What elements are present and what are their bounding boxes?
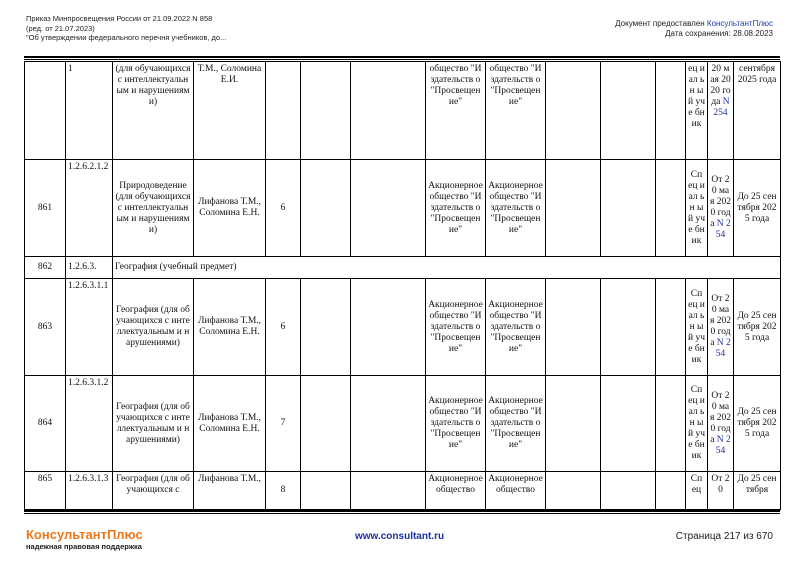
cell-authors: Лифанова Т.М., Соломина Е.Н. [194,279,266,376]
order-date: От 20 мая 2020 года [710,294,731,348]
cell-pub1: Акционерное общество "Издательств о "Просвещен ие" [426,376,486,472]
page-number: Страница 217 из 670 [675,531,773,542]
cell-until: До 25 сентября [734,472,781,510]
order-link[interactable]: N 254 [713,97,730,118]
cell-name: География (для обучающихся с интеллектуальным и нарушениями) [113,376,194,472]
cell-empty [601,160,656,257]
cell-type: Сп ец иал ьн ый уче бн ик [686,279,708,376]
cell-empty [601,472,656,510]
header-rule [24,56,780,60]
cell-empty [351,376,426,472]
cell-order [708,62,734,160]
cell-pub2: Акционерное общество "Издательств о "Просвещен ие" [486,160,546,257]
cell-order [708,472,734,510]
cell-authors: Лифанова Т.М., [194,472,266,510]
cell-authors: Лифанова Т.М., Соломина Е.Н. [194,160,266,257]
cell-code: 1.2.6.3. [66,257,113,279]
cell-pub2: общество "Издательств о "Просвещен ие" [486,62,546,160]
table-row [25,279,781,376]
cell-code: 1.2.6.3.1.1 [66,279,113,376]
cell-empty [546,279,601,376]
cell-grade: 6 [266,160,301,257]
cell-empty [351,62,426,160]
cell-name: (для обучающихся с интеллектуальным и нарушениями) [113,62,194,160]
order-date: 20 мая 2020 года [710,64,731,107]
cell-grade: 8 [266,472,301,510]
cell-num [25,62,66,160]
cell-pub2: Акционерное общество "Издательств о "Просвещен ие" [486,279,546,376]
cell-until: До 25 сентября 2025 года [734,160,781,257]
cell-empty [656,472,686,510]
table-row [25,472,781,510]
cell-empty [656,279,686,376]
cell-until: До 25 сентября 2025 года [734,279,781,376]
cell-empty [656,376,686,472]
cell-authors: Лифанова Т.М., Соломина Е.Н. [194,376,266,472]
cell-empty [351,279,426,376]
cell-empty [351,472,426,510]
cell-grade: 7 [266,376,301,472]
table-row [25,257,781,279]
cell-type: Сп ец [686,472,708,510]
textbook-table [24,61,781,510]
cell-order [708,279,734,376]
provider-info: Документ предоставлен КонсультантПлюс Дата сохранения: 28.08.2023 [615,19,773,38]
cell-authors: Т.М., Соломина Е.И. [194,62,266,160]
cell-pub1: Акционерное общество [426,472,486,510]
cell-code: 1 [66,62,113,160]
cell-empty [301,160,351,257]
cell-empty [301,376,351,472]
cell-empty [301,279,351,376]
cell-empty [301,472,351,510]
footer-logo: КонсультантПлюс надежная правовая поддержка [26,527,143,551]
cell-empty [656,160,686,257]
footer-rule [24,510,780,514]
cell-until: До 25 сентября 2025 года [734,376,781,472]
cell-empty [546,472,601,510]
cell-code: 1.2.6.3.1.3 [66,472,113,510]
table-row [25,376,781,472]
cell-pub1: Акционерное общество "Издательств о "Просвещен ие" [426,279,486,376]
cell-empty [601,279,656,376]
cell-grade: 6 [266,279,301,376]
site-link[interactable]: www.consultant.ru [355,531,445,542]
order-date: От 20 мая 2020 года [710,175,731,229]
cell-num: 861 [25,160,66,257]
cell-num: 864 [25,376,66,472]
cell-type: Сп ец иал ьн ый уче бн ик [686,160,708,257]
cell-empty [546,160,601,257]
cell-until: сентября 2025 года [734,62,781,160]
cell-code: 1.2.6.2.1.2 [66,160,113,257]
order-date: От 20 [711,474,730,495]
cell-code: 1.2.6.3.1.2 [66,376,113,472]
order-link[interactable]: N 254 [715,434,731,456]
cell-empty [546,376,601,472]
cell-pub2: Акционерное общество "Издательств о "Просвещен ие" [486,376,546,472]
cell-type: Сп ец иал ьн ый уче бн ик [686,376,708,472]
cell-empty [601,376,656,472]
cell-empty [351,160,426,257]
cell-pub2: Акционерное общество [486,472,546,510]
cell-num: 863 [25,279,66,376]
cell-name: География (для обучающихся с [113,472,194,510]
cell-empty [301,62,351,160]
order-link[interactable]: N 254 [715,338,731,359]
provider-link[interactable]: КонсультантПлюс [706,19,773,28]
cell-pub1: Акционерное общество "Издательств о "Просвещен ие" [426,160,486,257]
cell-order [708,376,734,472]
table-row [25,160,781,257]
cell-order [708,160,734,257]
order-link[interactable]: N 254 [715,219,731,240]
cell-grade [266,62,301,160]
cell-num: 862 [25,257,66,279]
table-row [25,62,781,160]
cell-empty [601,62,656,160]
cell-empty [546,62,601,160]
document-title: Приказ Минпросвещения России от 21.09.2022 N 858 (ред. от 21.07.2023) "Об утверждении федерального перечня учебников, до... [26,14,227,42]
cell-name: География (для обучающихся с интеллектуальным и нарушениями) [113,279,194,376]
cell-empty [656,62,686,160]
cell-type: ец иал ьн ый уче бн ик [686,62,708,160]
cell-subject: География (учебный предмет) [113,257,781,279]
cell-num: 865 [25,472,66,510]
order-date: От 20 мая 2020 года [710,390,731,445]
cell-pub1: общество "Издательств о "Просвещен ие" [426,62,486,160]
cell-name: Природоведение (для обучающихся с интеллектуальным и нарушениями) [113,160,194,257]
